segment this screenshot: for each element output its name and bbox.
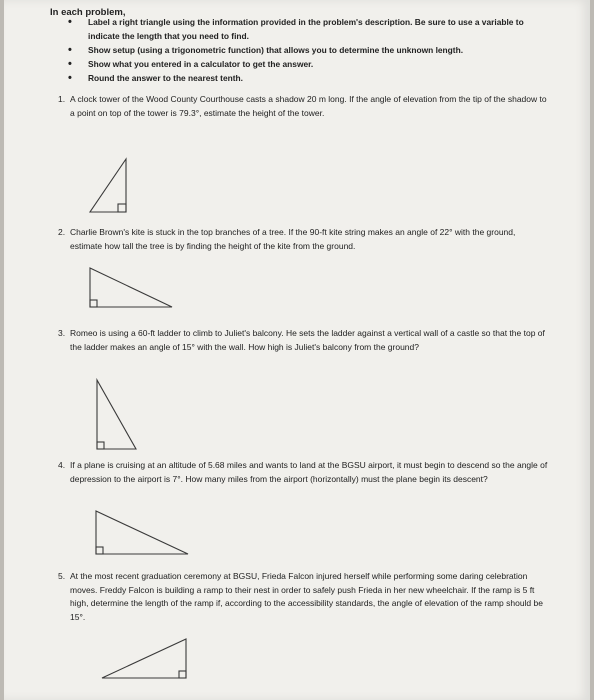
instruction-item: • Round the answer to the nearest tenth.: [66, 71, 536, 85]
problem-text: A clock tower of the Wood County Courthouse casts a shadow 20 m long. If the angle of elevation from the tip of the shadow to a point on top of the tower is 79.3°, estimate the height of the tower.: [70, 94, 547, 118]
instruction-item: • Show setup (using a trigonometric function) that allows you to determine the unknown length.: [66, 43, 536, 57]
right-angle-marker: [90, 300, 97, 307]
problem-1: [58, 93, 548, 120]
right-triangle-figure-5: [98, 636, 192, 682]
right-triangle-figure-2: [86, 263, 176, 313]
worksheet-page: [4, 0, 590, 700]
problem-2: [58, 226, 548, 253]
problem-number: 2.: [58, 227, 66, 237]
right-triangle-figure-1: [86, 157, 146, 217]
problem-text: At the most recent graduation ceremony at BGSU, Frieda Falcon injured herself while performing some daring celebration moves. Freddy Falcon is building a ramp to their nest in order to safely push Frieda in her new wheelchair. If the ramp is 5 ft high, determine the length of the ramp if, according to the accessibility standards, the angle of elevation of the ramp should be 15°.: [70, 571, 543, 622]
problem-text: If a plane is cruising at an altitude of 5.68 miles and wants to land at the BGSU airport, it must begin to descend so the angle of depression to the airport is 7°. How many miles from the airport (horizontally) must the plane begin its descent?: [70, 460, 548, 484]
instruction-item: • Label a right triangle using the information provided in the problem's description. Be sure to use a variable to indicate the length that you need to find.: [66, 15, 536, 43]
problem-number: 4.: [58, 460, 66, 470]
triangle-shape: [96, 511, 188, 554]
right-triangle-figure-3: [90, 377, 140, 453]
problem-number: 1.: [58, 94, 66, 104]
problem-3: [58, 327, 548, 354]
triangle-shape: [97, 380, 136, 449]
right-angle-marker: [179, 671, 186, 678]
right-angle-marker: [118, 204, 126, 212]
instructions-list: [66, 15, 536, 85]
triangle-shape: [90, 268, 172, 307]
instruction-item: • Show what you entered in a calculator to get the answer.: [66, 57, 536, 71]
intro-heading: In each problem,: [50, 7, 126, 18]
problem-number: 3.: [58, 328, 66, 338]
problem-text: Romeo is using a 60-ft ladder to climb to Juliet's balcony. He sets the ladder against a vertical wall of a castle so that the top of the ladder makes an angle of 15° with the wall. How high is Juliet's balcony from the ground?: [70, 328, 545, 352]
problem-4: [58, 459, 548, 486]
problem-number: 5.: [58, 571, 66, 581]
triangle-shape: [102, 639, 186, 678]
right-angle-marker: [97, 442, 104, 449]
right-triangle-figure-4: [90, 508, 192, 558]
right-angle-marker: [96, 547, 103, 554]
problem-text: Charlie Brown's kite is stuck in the top branches of a tree. If the 90-ft kite string makes an angle of 22° with the ground, estimate how tall the tree is by finding the height of the kite from the ground.: [70, 227, 516, 251]
problem-5: [58, 570, 548, 624]
